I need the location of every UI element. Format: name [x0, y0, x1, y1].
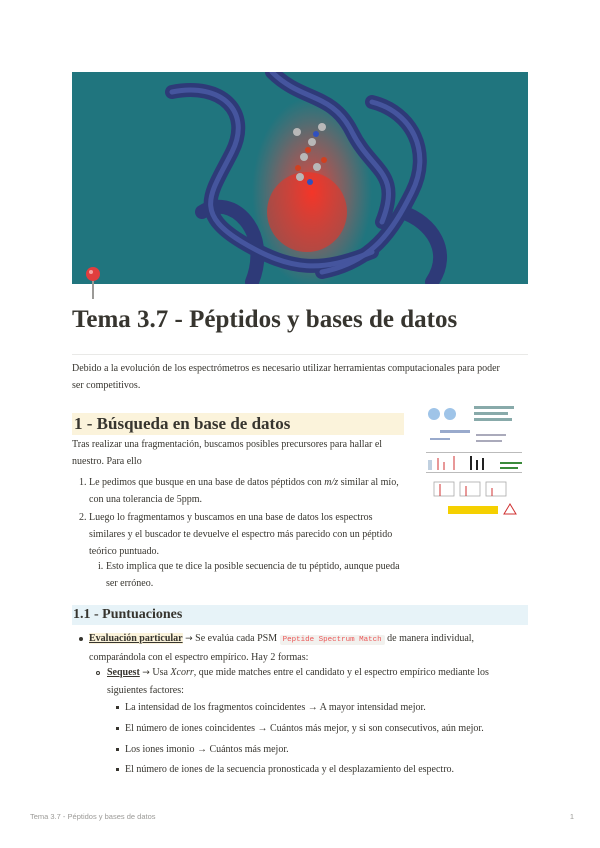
list-number-1: 1.: [79, 477, 87, 488]
list-item-2: Luego lo fragmentamos y buscamos en una base de datos los espectros similares y el buscador te devuelve el espectro más parecido con un péptido teórico puntuado.: [89, 512, 393, 557]
factor-item-3: Los iones imonio → Cuántos más mejor.: [125, 744, 289, 755]
section-heading-1: 1 - Búsqueda en base de datos: [72, 413, 404, 435]
factor-marker: [116, 748, 119, 751]
bullet-marker: [79, 637, 83, 641]
section-heading-1-1: 1.1 - Puntuaciones: [72, 605, 528, 625]
factor-marker: [116, 706, 119, 709]
bullet-sequest: Sequest → Usa Xcorr, que mide matches entre el candidato y el espectro empírico mediante los siguientes factores:: [107, 667, 489, 696]
footer-title: Tema 3.7 - Péptidos y bases de datos: [30, 812, 156, 821]
sublist-item: Esto implica que te dice la posible secuencia de tu péptido, aunque pueda ser erróneo.: [106, 561, 400, 589]
factor-item-1: La intensidad de los fragmentos coincidentes → A mayor intensidad mejor.: [125, 702, 426, 713]
factor-marker: [116, 727, 119, 730]
cover-image: [72, 72, 528, 284]
factor-item-2: El número de iones coincidentes → Cuántos más mejor, y si son consecutivos, aún mejor.: [125, 723, 484, 734]
sub-bullet-marker: [96, 671, 100, 675]
footer-page-number: 1: [569, 812, 574, 821]
divider: [72, 354, 528, 355]
page-title: Tema 3.7 - Péptidos y bases de datos: [72, 306, 458, 333]
pushpin-icon: [83, 266, 103, 300]
inline-code-psm: Peptide Spectrum Match: [280, 635, 385, 645]
workflow-diagram-thumbnail[interactable]: [420, 400, 528, 524]
list-number-2: 2.: [79, 512, 87, 523]
protein-structure-illustration: [72, 72, 528, 284]
sublist-number: i.: [98, 561, 104, 572]
bullet-evaluacion-particular: Evaluación particular → Se evalúa cada PSM Peptide Spectrum Match de manera individual, comparándola con el espectro empírico. Hay 2 formas:: [89, 633, 475, 663]
factor-marker: [116, 768, 119, 771]
factor-item-4: El número de iones de la secuencia pronosticada y el desplazamiento del espectro.: [125, 764, 455, 775]
list-item-1: Le pedimos que busque en una base de datos péptidos con m/z similar al mío, con una tolerancia de 5ppm.: [89, 477, 399, 505]
intro-paragraph: Debido a la evolución de los espectrómetros es necesario utilizar herramientas computacionales para poder ser competitivos.: [72, 363, 500, 391]
section1-paragraph: Tras realizar una fragmentación, buscamos posibles precursores para hallar el nuestro. Para ello: [72, 439, 383, 467]
